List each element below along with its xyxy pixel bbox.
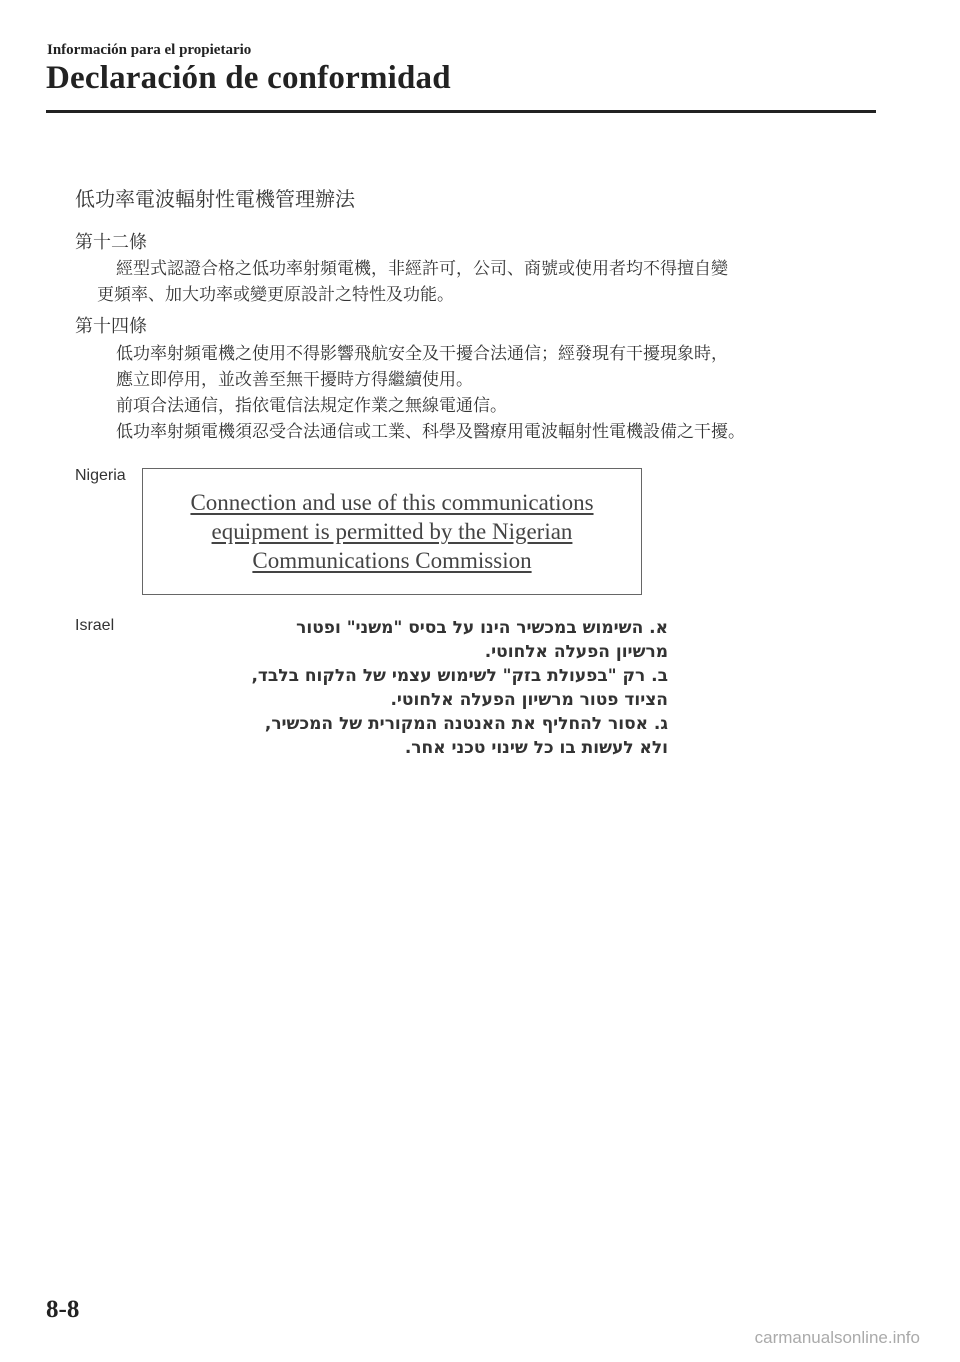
israel-notice-line: ב. רק "בפעולת בזק" לשימוש עצמי של הלקוח בלבד, <box>251 666 668 686</box>
nigeria-label: Nigeria <box>75 467 126 484</box>
article-14-line: 低功率射頻電機之使用不得影響飛航安全及干擾合法通信；經發現有干擾現象時， <box>116 344 728 364</box>
article-12-line: 更頻率、加大功率或變更原設計之特性及功能。 <box>97 285 454 305</box>
israel-notice-line: הציוד פטור מרשיון הפעלה אלחוטי. <box>390 690 668 710</box>
nigeria-notice-box <box>142 468 642 595</box>
nigeria-notice-line: Connection and use of this communications <box>190 490 594 515</box>
israel-notice-line: ג. אסור להחליף את האנטנה המקורית של המכשיר, <box>264 714 668 734</box>
article-12-line: 經型式認證合格之低功率射頻電機，非經許可，公司、商號或使用者均不得擅自變 <box>116 259 728 279</box>
watermark: carmanualsonline.info <box>754 1328 920 1347</box>
article-14-line: 前項合法通信，指依電信法規定作業之無線電通信。 <box>116 396 507 416</box>
israel-notice-line: ולא לעשות בו כל שינוי טכני אחר. <box>404 738 668 758</box>
page-title: Declaración de conformidad <box>46 60 451 96</box>
header-divider <box>46 110 876 113</box>
israel-label: Israel <box>75 617 115 634</box>
nigeria-notice-line: Communications Commission <box>252 548 532 573</box>
section-subtitle: Información para el propietario <box>47 42 252 58</box>
article-12-label: 第十二條 <box>75 232 147 253</box>
israel-notice-line: א. השימוש במכשיר הינו על בסיס "משני" ופטור <box>296 618 668 638</box>
page-number: 8-8 <box>46 1296 80 1323</box>
nigeria-notice-line: equipment is permitted by the Nigerian <box>211 519 573 544</box>
article-14-line: 應立即停用，並改善至無干擾時方得繼續使用。 <box>116 370 473 390</box>
israel-notice-line: מרשיון הפעלה אלחוטי. <box>484 642 668 662</box>
article-14-line: 低功率射頻電機須忍受合法通信或工業、科學及醫療用電波輻射性電機設備之干擾。 <box>116 422 745 442</box>
article-14-label: 第十四條 <box>75 316 147 337</box>
taiwan-regulation-title: 低功率電波輻射性電機管理辦法 <box>75 187 355 211</box>
